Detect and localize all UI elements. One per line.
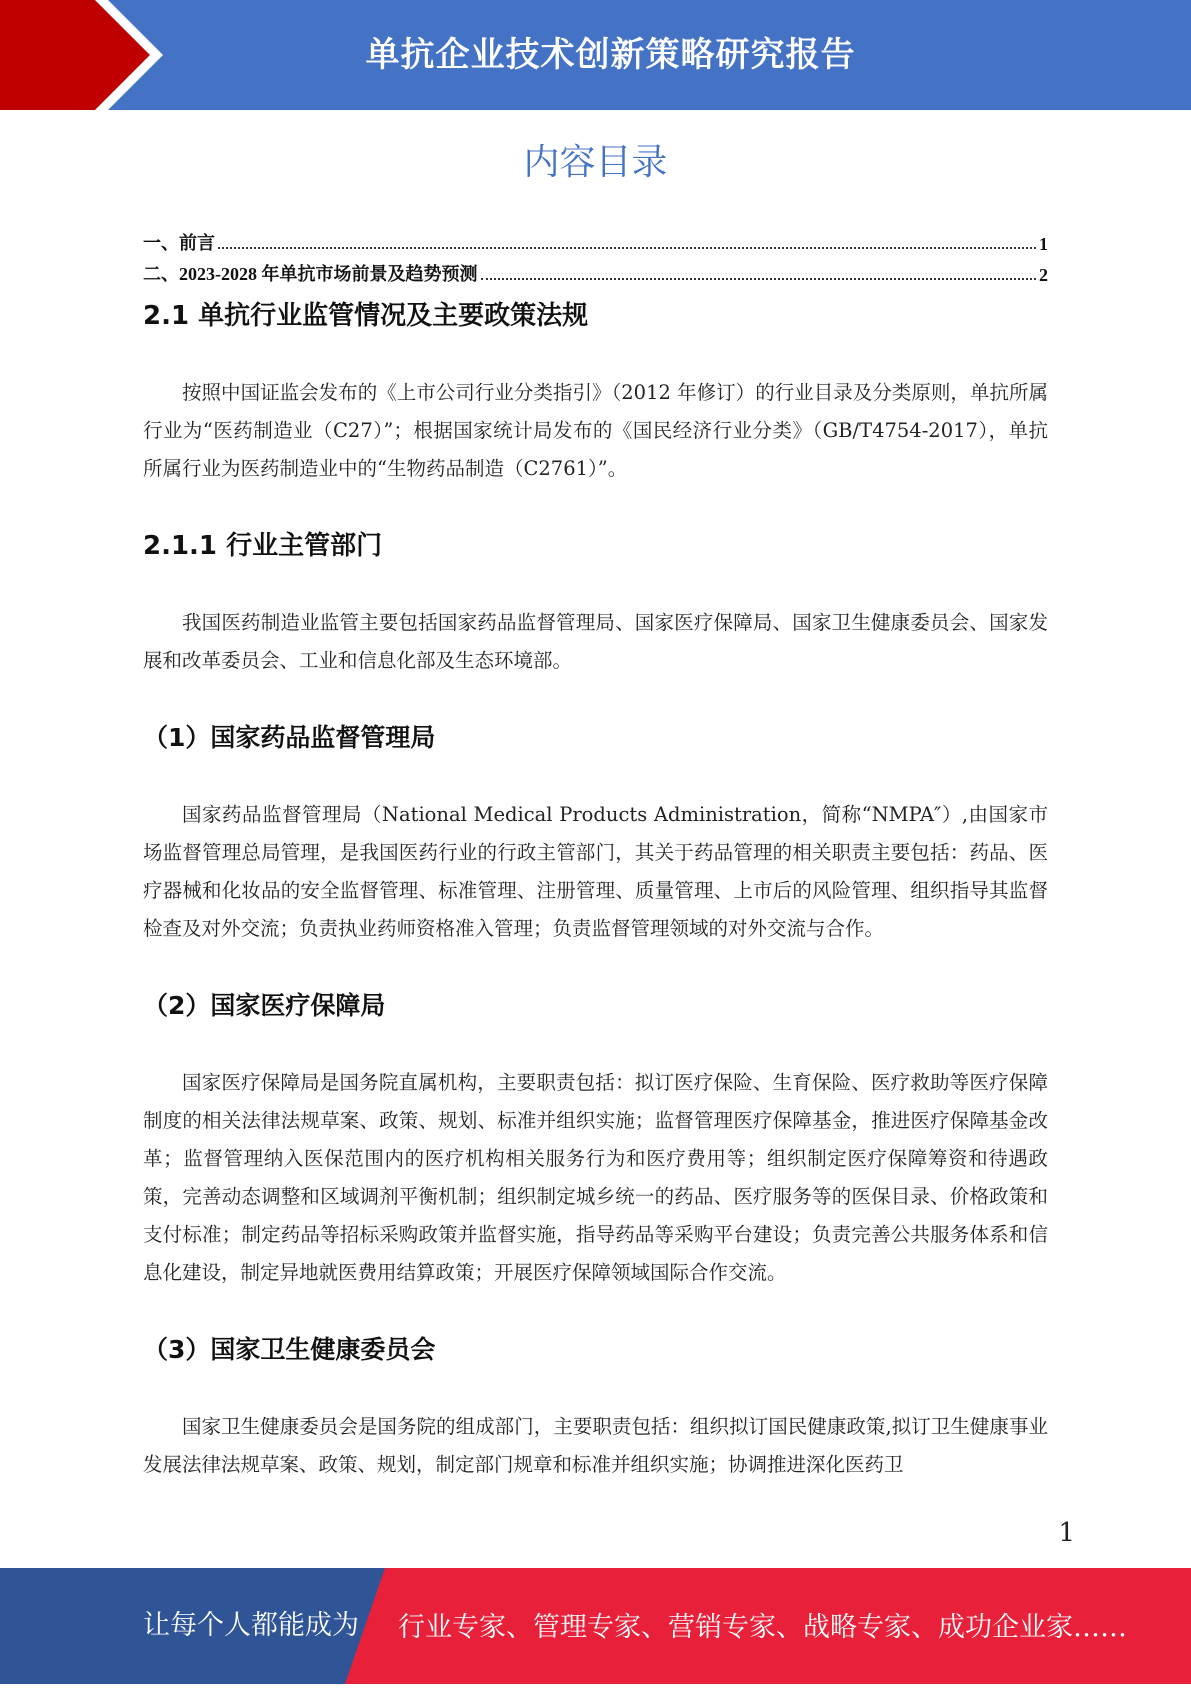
section-heading-2-1: 2.1 单抗行业监管情况及主要政策法规 <box>143 301 589 331</box>
footer-banner <box>0 1568 1191 1684</box>
subsection-paragraph-nhc: 国家卫生健康委员会是国务院的组成部门，主要职责包括：组织拟订国民健康政策,拟订卫生健康事业发展法律法规草案、政策、规划，制定部门规章和标准并组织实施；协调推进深化医药卫 <box>143 1415 1048 1476</box>
footer-slogan-left: 让每个人都能成为 <box>143 1610 359 1641</box>
header-banner <box>0 0 1191 110</box>
toc-title: 内容目录 <box>523 142 668 183</box>
report-title: 单抗企业技术创新策略研究报告 <box>365 35 856 75</box>
document-body <box>143 296 1048 1522</box>
section-paragraph-2-1-1: 我国医药制造业监管主要包括国家药品监督管理局、国家医疗保障局、国家卫生健康委员会、国家发展和改革委员会、工业和信息化部及生态环境部。 <box>143 611 1048 672</box>
toc-dot-leader <box>481 278 1037 280</box>
toc-dot-leader <box>218 247 1036 249</box>
subsection-heading-nmpa: （1）国家药品监督管理局 <box>143 723 436 752</box>
page-number: 1 <box>1058 1518 1075 1548</box>
subsection-paragraph-nhsa: 国家医疗保障局是国务院直属机构，主要职责包括：拟订医疗保险、生育保险、医疗救助等医疗保障制度的相关法律法规草案、政策、规划、标准并组织实施；监督管理医疗保障基金，推进医疗保障基金改革；监督管理纳入医保范围内的医疗机构相关服务行为和医疗费用等；组织制定医疗保障筹资和待遇政策，完善动态调整和区域调剂平衡机制；组织制定城乡统一的药品、医疗服务等的医保目录、价格政策和支付标准；制定药品等招标采购政策并监督实施，指导药品等采购平台建设；负责完善公共服务体系和信息化建设，制定异地就医费用结算政策；开展医疗保障领域国际合作交流。 <box>143 1071 1048 1284</box>
footer-slogan-right: 行业专家、管理专家、营销专家、战略专家、成功企业家…… <box>398 1612 1127 1643</box>
section-paragraph-2-1: 按照中国证监会发布的《上市公司行业分类指引》（2012 年修订）的行业目录及分类原则，单抗所属行业为“医药制造业（C27）”；根据国家统计局发布的《国民经济行业分类》（GB/T4754-2017），单抗所属行业为医药制造业中的“生物药品制造（C2761）”。 <box>143 381 1048 480</box>
toc-entry-page: 2 <box>1039 265 1048 285</box>
toc-entry[interactable] <box>143 224 1048 255</box>
section-heading-2-1-1: 2.1.1 行业主管部门 <box>143 531 383 561</box>
toc-entry-page: 1 <box>1039 234 1048 254</box>
subsection-heading-nhc: （3）国家卫生健康委员会 <box>143 1335 436 1364</box>
toc-entry-label: 一、前言 <box>143 233 215 253</box>
table-of-contents <box>143 224 1048 286</box>
subsection-heading-nhsa: （2）国家医疗保障局 <box>143 991 386 1020</box>
toc-entry-label: 二、2023-2028 年单抗市场前景及趋势预测 <box>143 264 478 284</box>
subsection-paragraph-nmpa: 国家药品监督管理局（National Medical Products Administration，简称“NMPA″）,由国家市场监督管理总局管理，是我国医药行业的行政主管部门，其关于药品管理的相关职责主要包括：药品、医疗器械和化妆品的安全监督管理、标准管理、注册管理、质量管理、上市后的风险管理、组织指导其监督检查及对外交流；负责执业药师资格准入管理；负责监督管理领域的对外交流与合作。 <box>143 803 1048 940</box>
toc-entry[interactable] <box>143 255 1048 286</box>
